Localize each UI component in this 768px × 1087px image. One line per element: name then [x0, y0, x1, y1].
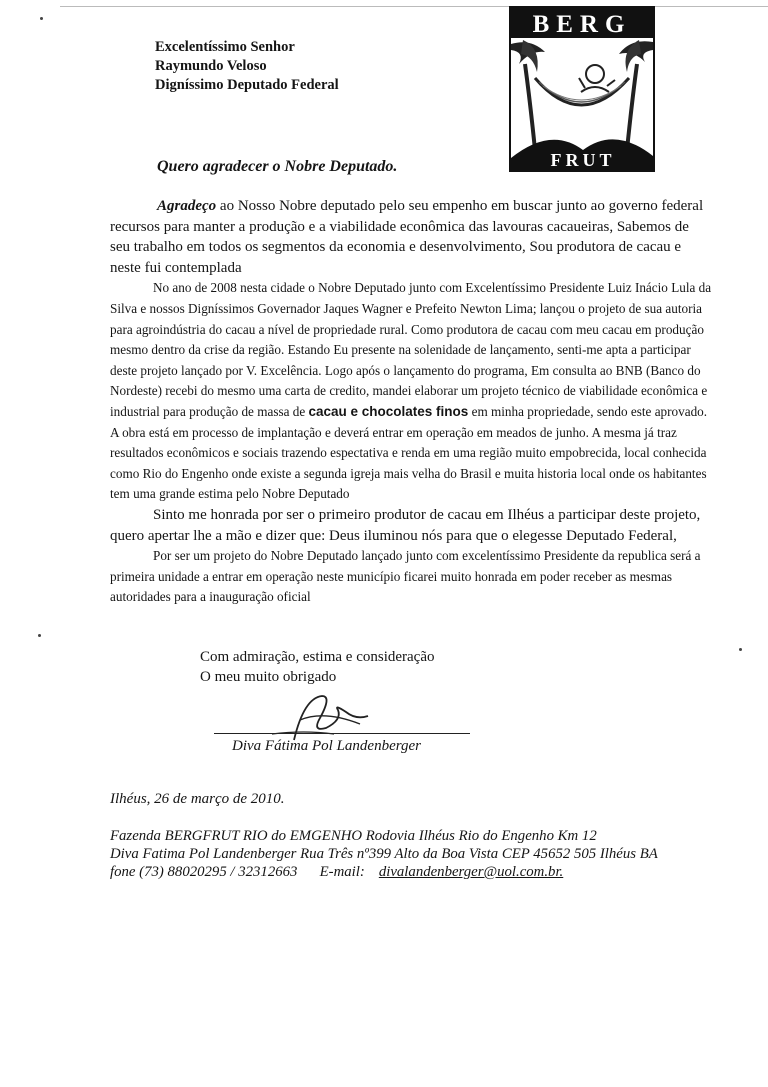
paragraph-1-text: ao Nosso Nobre deputado pelo seu empenho em buscar junto ao governo federal recursos para manter a produção e a viabilidade econômica das lavouras cacaueiras, Sabemos de seu trabalho em todos os segmentos da economia e desenvolvimento, Sou produtora de cacau e neste fui contemplada	[110, 198, 704, 276]
signature-block	[214, 690, 484, 760]
paragraph-2	[110, 278, 712, 505]
letter-heading: Quero agradecer o Nobre Deputado.	[157, 158, 398, 175]
paragraph-2-emphasis: cacau e chocolates finos	[308, 403, 469, 419]
paragraph-4: Por ser um projeto do Nobre Deputado lançado junto com excelentíssimo Presidente da republica será a primeira unidade a entrar em operação neste município ficarei muito honrada em poder receber as mesmas autoridades para a inauguração oficial	[110, 548, 701, 605]
footer-farm-line: Fazenda BERGFRUT RIO do EMGENHO Rodovia Ilhéus Rio do Engenho Km 12	[110, 828, 597, 844]
scan-speck	[38, 634, 41, 637]
footer-contact-line	[110, 863, 658, 881]
paragraph-2-text-before: No ano de 2008 nesta cidade o Nobre Deputado junto com Excelentíssimo Presidente Luiz Inácio Lula da Silva e nossos Digníssimos Governador Jaques Wagner e Prefeito Newton Lima; lançou o projeto de sua autoria para agroindústria do cacau a nível de propriedade rural. Como produtora de cacau com meu cacau em produção mesmo dentro da crise da região. Estando Eu presente na solenidade de lançamento, senti-me apta a participar deste projeto lançado por V. Excelência. Logo após o lançamento do programa, Em consulta ao BNB (Banco do Nordeste) recebi do mesmo uma carta de credito, mandei elaborar um projeto técnico de viabilidade econômica e industrial para produção de massa de	[110, 280, 712, 419]
scan-speck	[739, 648, 742, 651]
logo-brand-text: BERG	[532, 11, 632, 38]
addressee-role: Digníssimo Deputado Federal	[155, 77, 339, 93]
paragraph-3: Sinto me honrada por ser o primeiro produtor de cacau em Ilhéus a participar deste projeto, quero apertar lhe a mão e dizer que: Deus iluminou nós para que o elegesse Deputado Federal,	[110, 506, 701, 544]
paragraph-1-keyword: Agradeço	[157, 198, 217, 214]
letter-body	[110, 196, 712, 608]
bergfrut-logo-image	[511, 8, 653, 170]
signatory-name: Diva Fátima Pol Landenberger	[232, 738, 422, 754]
addressee-block	[155, 38, 339, 95]
bergfrut-logo	[509, 6, 655, 172]
footer-address-line: Diva Fatima Pol Landenberger Rua Três nº399 Alto da Boa Vista CEP 45652 505 Ilhéus BA	[110, 846, 658, 862]
paragraph-1	[110, 196, 712, 278]
closing-block	[200, 647, 435, 687]
place-and-date: Ilhéus, 26 de março de 2010.	[110, 791, 285, 807]
addressee-title: Excelentíssimo Senhor	[155, 39, 295, 55]
footer-contact	[110, 827, 658, 881]
footer-email-label: E-mail:	[319, 864, 365, 880]
signature-line	[214, 733, 470, 734]
top-edge-line	[60, 6, 768, 7]
footer-phone: fone (73) 88020295 / 32312663	[110, 864, 298, 880]
paragraph-2-text-after: em minha propriedade, sendo este aprovado. A obra está em processo de implantação e deverá entrar em operação em meados de junho. A mesma já traz resultados econômicos e sociais trazendo espectativa e renda em uma região muito empobrecida, local conhecida como Rio do Engenho onde existe a segunda igreja mais velha do Brasil e muita historia local onde os habitantes tem uma grande estima pelo Nobre Deputado	[110, 403, 708, 502]
scan-speck	[40, 17, 43, 20]
email-link[interactable]: divalandenberger@uol.com.br.	[378, 864, 564, 880]
closing-line-2: O meu muito obrigado	[200, 669, 337, 685]
closing-line-1: Com admiração, estima e consideração	[200, 649, 435, 665]
addressee-name: Raymundo Veloso	[155, 58, 267, 74]
logo-subbrand-text: FRUT	[550, 150, 616, 170]
